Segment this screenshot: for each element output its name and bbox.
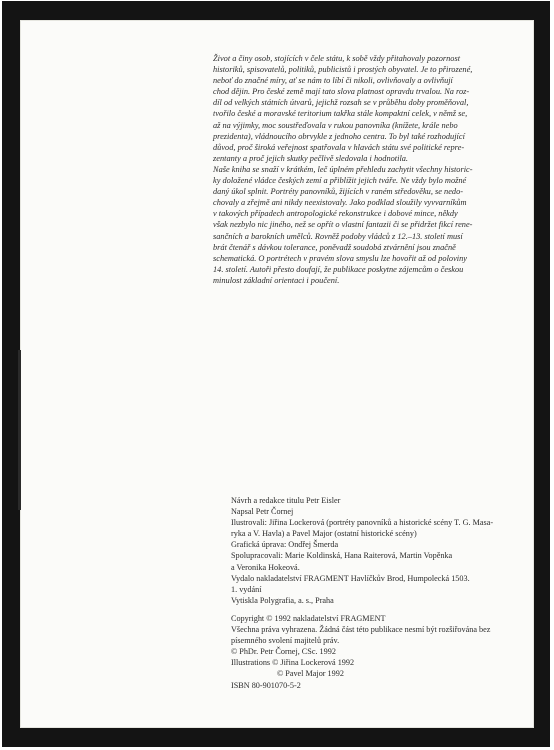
credit-printer: Vytiskla Polygrafia, a. s., Praha [231,595,334,605]
intro-line: Život a činy osob, stojících v čele státu, k sobě vždy přitahovaly pozornost [213,54,461,63]
credit-collaborators: Spolupracovali: Marie Koldinská, Hana Raiterová, Martin Vopěnka [231,551,453,561]
intro-line: důvod, proč široká veřejnost spatřovala v hlavách státu své politické repre- [213,142,465,152]
credit-illustrators: Ilustrovali: Jiřina Lockerová (portréty panovníků a historické scény T. G. Masa- [231,518,494,528]
credit-edition: 1. vydání [231,584,262,594]
intro-line: 14. století. Autoři přesto doufají, že publikace poskytne zájemcům o českou [213,264,464,274]
credit-collaborators-cont: a Veronika Hokeová. [231,562,300,572]
intro-line: brát čtenář s dávkou tolerance, poněvadž soudobá ztvárnění jsou značně [213,242,456,252]
intro-line: schematická. O portrétech v pravém slova smyslu lze hovořit až od poloviny [213,253,467,263]
intro-line: díl od velkých státních útvarů, jejichž rozsah se v průběhu doby proměňoval, [213,98,469,108]
isbn: ISBN 80-901070-5-2 [231,680,301,690]
credit-illustrators-cont: ryka a V. Havla) a Pavel Major (ostatní historické scény) [231,529,417,539]
copyright-illustrations: Illustrations © Jiřina Lockerová 1992 [231,658,355,668]
credit-author: Napsal Petr Čornej [231,507,294,517]
intro-line: Naše kniha se snaží v krátkém, leč úplném přehledu zachytit všechny historic- [213,164,473,174]
copyright-line: Copyright © 1992 nakladatelství FRAGMENT [231,614,386,623]
credit-publisher: Vydalo nakladatelství FRAGMENT Havlíčkův Brod, Humpolecká 1503. [231,573,470,583]
page-edge-shadow [18,350,21,510]
intro-line: tvořilo české a moravské teritorium takřka stále kompaktní celek, v němž se, [213,109,468,119]
copyright-illustrations-second: © Pavel Major 1992 [277,669,344,679]
intro-line: zentanty a proč jejich skutky pečlivě sledovala i hodnotila. [213,153,409,163]
intro-line: chod dějin. Pro české země mají tato slova platnost opravdu trvalou. Na roz- [213,87,470,97]
intro-line: daný úkol splnit. Portréty panovníků, žijících v raném středověku, se nedo- [213,187,464,197]
intro-line: historiků, spisovatelů, politiků, publicistů i prostých obyvatel. Je to přirozené, [213,65,473,75]
intro-paragraph [213,53,535,286]
copyright-block [231,613,531,691]
credit-design-editor: Návrh a redakce titulu Petr Eisler [231,496,341,505]
intro-line: minulost základní orientaci i poučení. [213,275,340,285]
credit-graphic-design: Grafická úprava: Ondřej Šmerda [231,540,339,550]
intro-line: chovaly a zřejmě ani nikdy neexistovaly. Jako podklad sloužily vyvvarníkům [213,198,467,208]
intro-line: sančních a barokních umělců. Rovněž podoby vládců z 12.–13. století musí [213,231,463,241]
intro-line: až na výjimky, moc soustřeďovala v rukou panovníka (knížete, krále nebo [213,120,458,130]
intro-line: ky doložené vládce českých zemí a přiblížit jejich tváře. Ne vždy bylo možné [213,176,467,186]
rights-reserved-cont: písemného svolení majitelů práv. [231,636,340,646]
intro-line: prezidenta), vládnoucího obrvykle z jednoho centra. To byl také rozhodující [213,131,465,141]
intro-line: neboť do značné míry, ať se nám to líbí či nikoli, ovlivňovaly a ovlivňují [213,76,453,86]
rights-reserved: Všechna práva vyhrazena. Žádná část této publikace nesmí být rozšiřována bez [231,625,491,635]
intro-line: v takových případech antropologické rekonstrukce i dobové mince, někdy [213,209,458,219]
intro-line: však nezbylo nic jiného, než se opřít o vlastní fantazii či se přidržet fikcí rene- [213,220,473,230]
copyright-text-author: © PhDr. Petr Čornej, CSc. 1992 [231,647,336,657]
credits-block [231,495,531,606]
